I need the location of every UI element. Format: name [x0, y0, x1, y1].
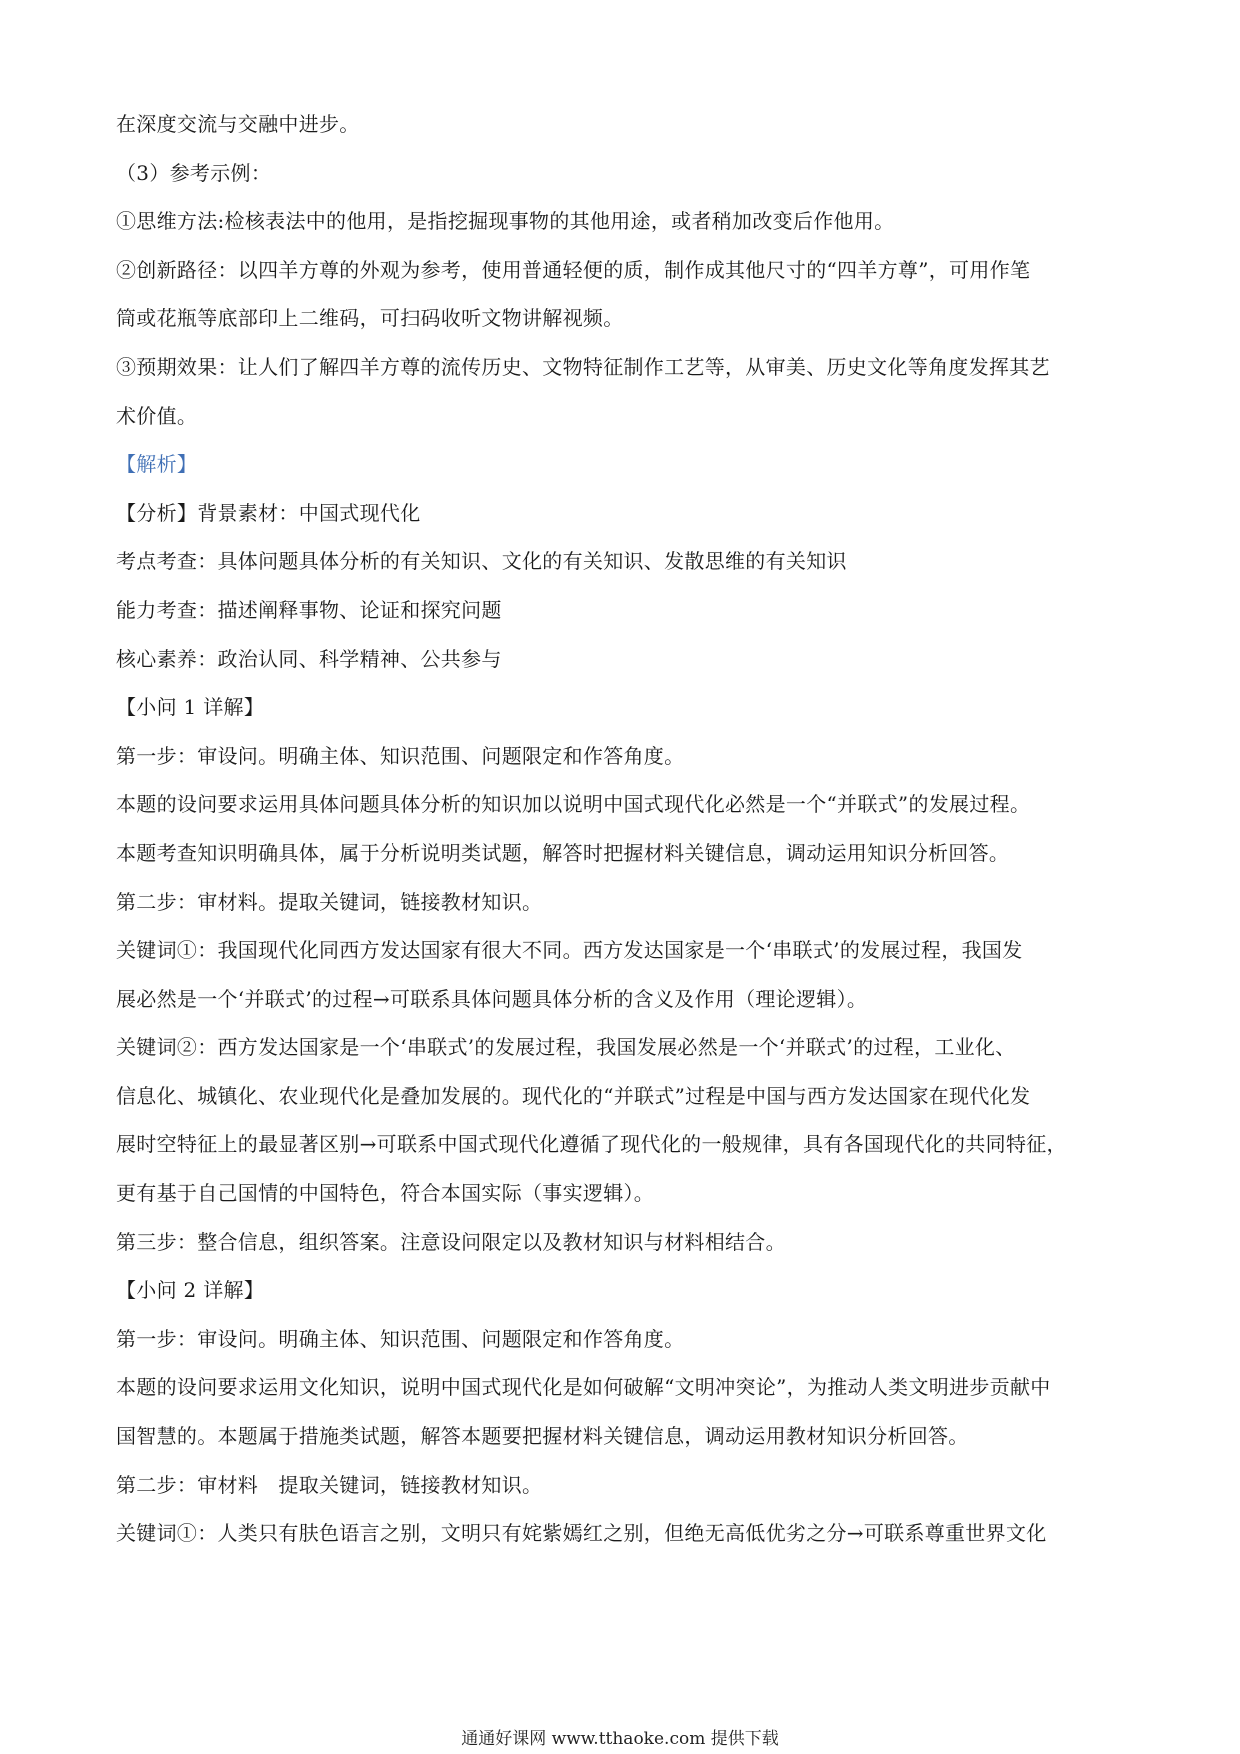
text-line: 【分析】背景素材：中国式现代化	[116, 500, 421, 525]
text-line: 展必然是一个‘并联式’的过程→可联系具体问题具体分析的含义及作用（理论逻辑）。	[116, 986, 868, 1011]
text-line: 国智慧的。本题属于措施类试题，解答本题要把握材料关键信息，调动运用教材知识分析回答。	[116, 1424, 969, 1449]
text-line: 在深度交流与交融中进步。	[116, 112, 360, 136]
text-line: 更有基于自己国情的中国特色，符合本国实际（事实逻辑）。	[116, 1181, 655, 1206]
text-line: 关键词①：人类只有肤色语言之别，文明只有姹紫嫣红之别，但绝无高低优劣之分→可联系尊重世界文化	[116, 1521, 1047, 1546]
text-line: 本题考查知识明确具体，属于分析说明类试题，解答时把握材料关键信息，调动运用知识分析回答。	[116, 840, 1010, 865]
text-line: 核心素养：政治认同、科学精神、公共参与	[116, 646, 502, 671]
text-line: 第一步：审设问。明确主体、知识范围、问题限定和作答角度。	[116, 743, 685, 768]
text-line: 信息化、城镇化、农业现代化是叠加发展的。现代化的“并联式”过程是中国与西方发达国家在现代化发	[116, 1083, 1031, 1108]
text-line: 第一步：审设问。明确主体、知识范围、问题限定和作答角度。	[116, 1326, 685, 1351]
text-line: ②创新路径：以四羊方尊的外观为参考，使用普通轻便的质，制作成其他尺寸的“四羊方尊”，可用作笔	[116, 257, 1031, 282]
text-line: 关键词②：西方发达国家是一个‘串联式’的发展过程，我国发展必然是一个‘并联式’的过程，工业化、	[116, 1035, 1016, 1060]
text-line: 展时空特征上的最显著区别→可联系中国式现代化遵循了现代化的一般规律，具有各国现代化的共同特征，	[116, 1132, 1067, 1157]
text-line: ①思维方法:检核表法中的他用，是指挖掘现事物的其他用途，或者稍加改变后作他用。	[116, 209, 895, 234]
text-line: 能力考查：描述阐释事物、论证和探究问题	[116, 597, 502, 622]
text-line: 第二步：审材料。提取关键词，链接教材知识。	[116, 889, 543, 914]
text-line: 本题的设问要求运用文化知识，说明中国式现代化是如何破解“文明冲突论”，为推动人类文明进步贡献中	[116, 1375, 1051, 1400]
text-line: 术价值。	[116, 403, 198, 428]
text-line: ③预期效果：让人们了解四羊方尊的流传历史、文物特征制作工艺等，从审美、历史文化等角度发挥其艺	[116, 354, 1050, 379]
text-line: 本题的设问要求运用具体问题具体分析的知识加以说明中国式现代化必然是一个“并联式”的发展过程。	[116, 792, 1031, 817]
text-line: 第三步：整合信息，组织答案。注意设问限定以及教材知识与材料相结合。	[116, 1229, 786, 1254]
page-footer: 通通好课网 www.tthaoke.com 提供下载	[461, 1729, 779, 1749]
section-heading-analysis: 【解析】	[116, 452, 198, 477]
text-line: （3）参考示例：	[116, 160, 272, 185]
text-line: 第二步：审材料 提取关键词，链接教材知识。	[116, 1472, 543, 1497]
subheading-question-1: 【小问 1 详解】	[116, 695, 265, 720]
subheading-question-2: 【小问 2 详解】	[116, 1278, 265, 1303]
text-line: 关键词①：我国现代化同西方发达国家有很大不同。西方发达国家是一个‘串联式’的发展过程，我国发	[116, 938, 1023, 963]
text-line: 筒或花瓶等底部印上二维码，可扫码收听文物讲解视频。	[116, 306, 624, 331]
document-body	[116, 100, 1136, 1558]
text-line: 考点考查：具体问题具体分析的有关知识、文化的有关知识、发散思维的有关知识	[116, 549, 847, 574]
